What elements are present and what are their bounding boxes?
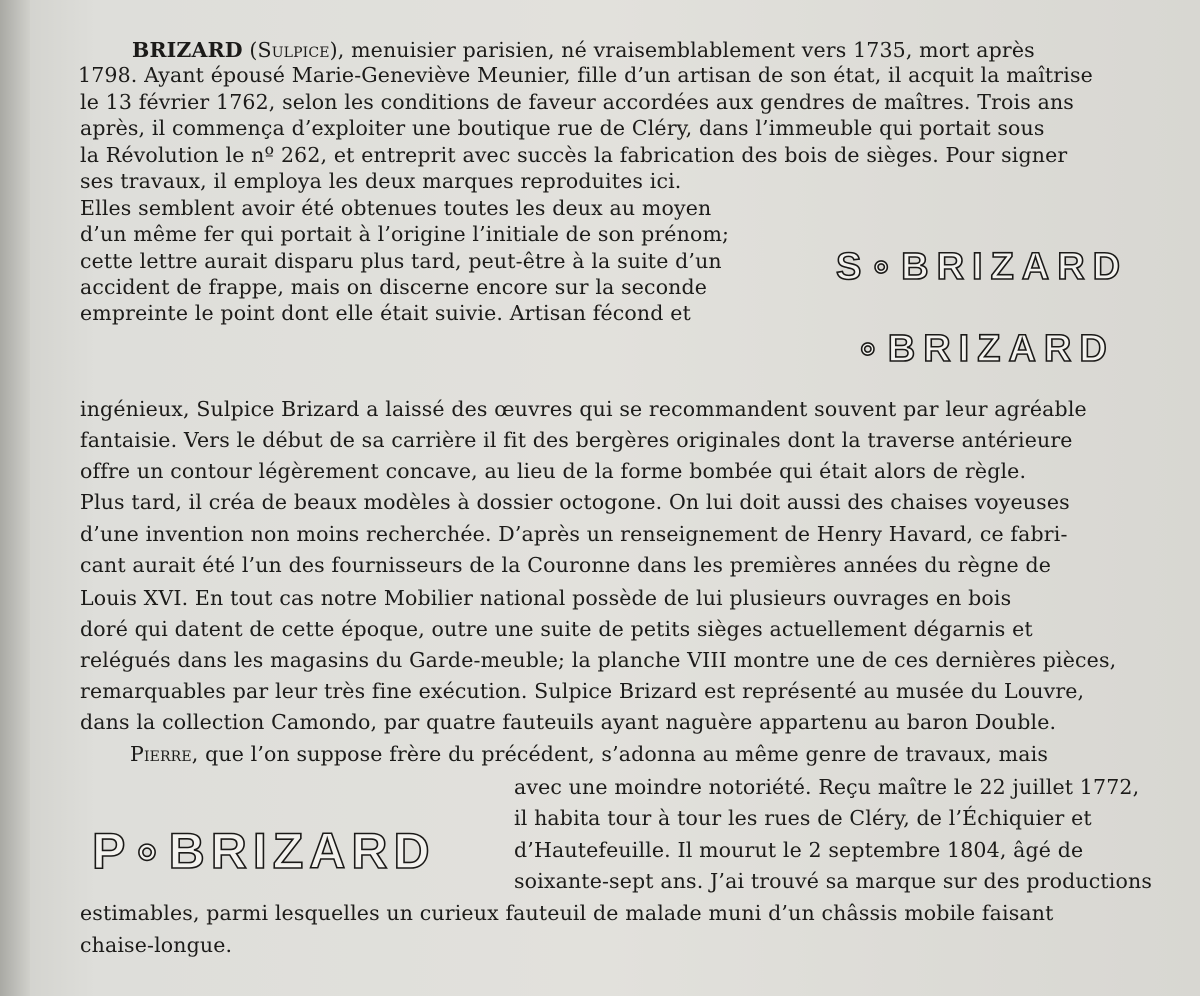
text-line: d’une invention non moins recherchée. D’après un renseignement de Henry Havard, ce fabri-: [80, 522, 1068, 546]
text-line: empreinte le point dont elle était suivie. Artisan fécond et: [80, 301, 691, 325]
stamp-mark-p-brizard: P∘BRIZARD: [92, 823, 436, 879]
text-line: la Révolution le nº 262, et entreprit avec succès la fabrication des bois de sièges. Pour signer: [80, 143, 1068, 167]
entry-first-name: Sulpice: [257, 38, 330, 62]
entry-heading: BRIZARD: [132, 38, 243, 62]
text-line: Plus tard, il créa de beaux modèles à dossier octogone. On lui doit aussi des chaises voyeuses: [80, 490, 1070, 514]
text-line: BRIZARD (Sulpice), menuisier parisien, né vraisemblablement vers 1735, mort après: [132, 38, 1035, 62]
text-line: fantaisie. Vers le début de sa carrière il fit des bergères originales dont la traverse antérieure: [80, 428, 1073, 452]
text-line: dans la collection Camondo, par quatre fauteuils ayant naguère appartenu au baron Double.: [80, 710, 1057, 734]
stamp-mark-brizard: ∘BRIZARD: [856, 328, 1115, 370]
text-line: d’un même fer qui portait à l’origine l’initiale de son prénom;: [80, 222, 730, 246]
text-line: Elles semblent avoir été obtenues toutes les deux au moyen: [80, 196, 712, 220]
text-line: estimables, parmi lesquelles un curieux fauteuil de malade muni d’un châssis mobile faisant: [80, 901, 1054, 925]
stamp-mark-s-brizard: S∘BRIZARD: [836, 246, 1129, 288]
text-line: doré qui datent de cette époque, outre une suite de petits sièges actuellement dégarnis et: [80, 617, 1033, 641]
text-line: relégués dans les magasins du Garde-meuble; la planche VIII montre une de ces dernières pièces,: [80, 648, 1117, 672]
text-line: chaise-longue.: [80, 933, 233, 957]
text-line: cette lettre aurait disparu plus tard, peut-être à la suite d’un: [80, 249, 722, 273]
text-line: il habita tour à tour les rues de Cléry, de l’Échiquier et: [514, 806, 1092, 830]
text-line: le 13 février 1762, selon les conditions de faveur accordées aux gendres de maîtres. Trois ans: [80, 90, 1074, 114]
text-line: 1798. Ayant épousé Marie-Geneviève Meunier, fille d’un artisan de son état, il acquit la maîtrise: [78, 63, 1093, 87]
text-line: Louis XVI. En tout cas notre Mobilier national possède de lui plusieurs ouvrages en bois: [80, 586, 1012, 610]
text-line: remarquables par leur très fine exécution. Sulpice Brizard est représenté au musée du Louvre,: [80, 679, 1085, 703]
text-line: avec une moindre notoriété. Reçu maître le 22 juillet 1772,: [514, 775, 1140, 799]
text-line: Pierre, que l’on suppose frère du précédent, s’adonna au même genre de travaux, mais: [130, 742, 1049, 766]
text-line: accident de frappe, mais on discerne encore sur la seconde: [80, 275, 708, 299]
text-line: ses travaux, il employa les deux marques reproduites ici.: [80, 169, 682, 193]
text-line: soixante-sept ans. J’ai trouvé sa marque sur des productions: [514, 869, 1153, 893]
text-line: ingénieux, Sulpice Brizard a laissé des œuvres qui se recommandent souvent par leur agréable: [80, 397, 1087, 421]
text-line: offre un contour légèrement concave, au lieu de la forme bombée qui était alors de règle.: [80, 459, 1027, 483]
text-line: d’Hautefeuille. Il mourut le 2 septembre 1804, âgé de: [514, 838, 1084, 862]
text-line: cant aurait été l’un des fournisseurs de la Couronne dans les premières années du règne de: [80, 553, 1052, 577]
text-line: après, il commença d’exploiter une boutique rue de Cléry, dans l’immeuble qui portait sous: [80, 116, 1045, 140]
entry-first-name: Pierre: [130, 742, 192, 766]
